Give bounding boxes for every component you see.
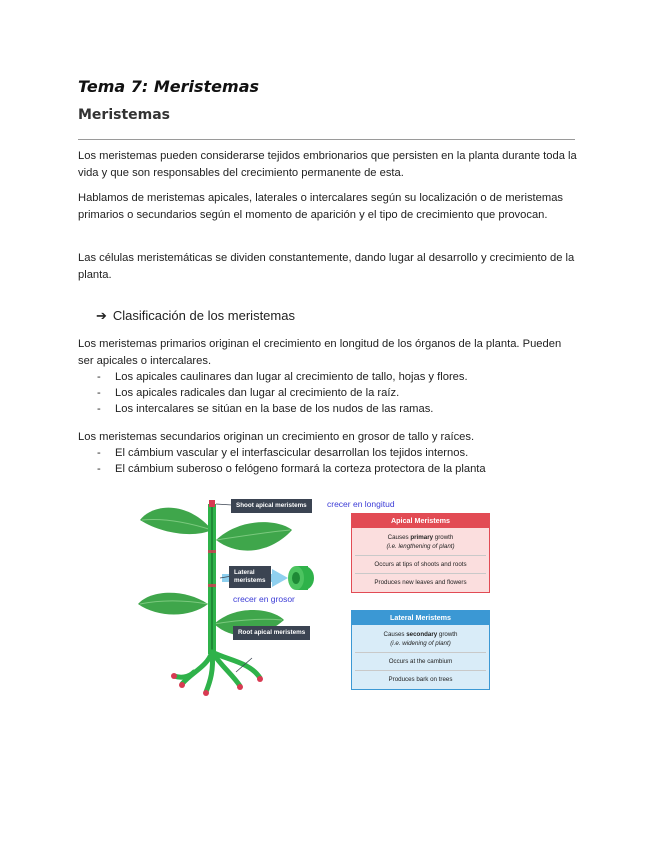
arrow-right-icon: ➔	[96, 308, 107, 323]
lateral-label-line1: Lateral	[234, 569, 255, 576]
lateral-meristems-box	[351, 610, 490, 690]
lateral-box-header: Lateral Meristems	[352, 611, 489, 625]
bullet-dash: -	[97, 447, 101, 459]
list-item	[78, 461, 578, 477]
shoot-apical-tip	[209, 500, 215, 507]
secondary-meristems-intro: Los meristemas secundarios originan un crecimiento en grosor de tallo y raíces.	[78, 431, 475, 443]
apical-row-produces: Produces new leaves and flowers	[355, 573, 486, 587]
meristems-figure	[132, 492, 497, 702]
list-item-text: Los apicales caulinares dan lugar al crecimiento de tallo, hojas y flores.	[115, 371, 468, 383]
shoot-apical-label: Shoot apical meristems	[231, 499, 312, 513]
list-item	[78, 369, 578, 385]
lateral-meristems-label	[229, 566, 271, 588]
root-apical-label: Root apical meristems	[233, 626, 310, 640]
annotation-length: crecer en longitud	[327, 499, 395, 509]
apical-row-location: Occurs at tips of shoots and roots	[355, 555, 486, 569]
leaf-lower-left	[138, 593, 208, 615]
bullet-dash: -	[97, 387, 101, 399]
list-item	[78, 445, 578, 461]
apical-box-header: Apical Meristems	[352, 514, 489, 528]
lateral-row-growth: Causes secondary growth	[383, 631, 458, 638]
list-item-text: Los apicales radicales dan lugar al crecimiento de la raíz.	[115, 387, 400, 399]
list-item-text: Los intercalares se sitúan en la base de los nudos de las ramas.	[115, 403, 434, 415]
lateral-row-produces: Produces bark on trees	[355, 670, 486, 684]
bullet-dash: -	[97, 403, 101, 415]
leaf-upper-right	[216, 522, 292, 550]
lateral-row-growth-detail: (i.e. widening of plant)	[390, 640, 451, 647]
bullet-dash: -	[97, 371, 101, 383]
paragraph-cells: Las células meristemáticas se dividen constantemente, dando lugar al desarrollo y crecimiento de la planta.	[78, 252, 575, 281]
page-title: Tema 7: Meristemas	[78, 77, 260, 96]
bullet-dash: -	[97, 463, 101, 475]
classification-heading-text: Clasificación de los meristemas	[112, 308, 295, 323]
list-item	[78, 385, 578, 401]
horizontal-divider	[78, 139, 575, 140]
apical-meristems-box	[351, 513, 490, 593]
secondary-meristems-list	[78, 445, 578, 477]
list-item-text: El cámbium suberoso o felógeno formará la corteza protectora de la planta	[115, 463, 486, 475]
paragraph-definition: Los meristemas pueden considerarse tejidos embrionarios que persisten en la planta durante toda la vida y que son responsables del crecimiento permanente de esta.	[78, 150, 577, 179]
annotation-width: crecer en grosor	[233, 594, 295, 604]
primary-meristems-intro: Los meristemas primarios originan el crecimiento en longitud de los órganos de la planta. Pueden ser apicales o intercalares.	[78, 338, 562, 367]
primary-meristems-list	[78, 369, 578, 417]
list-item	[78, 401, 578, 417]
paragraph-types: Hablamos de meristemas apicales, laterales o intercalares según su localización o de meristemas primarios o secundarios según el momento de aparición y el tipo de crecimiento que provocan.	[78, 192, 564, 221]
section-subtitle: Meristemas	[78, 107, 171, 123]
lateral-label-line2: meristems	[234, 577, 266, 584]
lateral-row-location: Occurs at the cambium	[355, 652, 486, 666]
apical-row-growth: Causes primary growth	[387, 534, 454, 541]
classification-heading	[96, 308, 295, 324]
plant-roots	[174, 652, 260, 692]
list-item-text: El cámbium vascular y el interfascicular desarrollan los tejidos internos.	[115, 447, 469, 459]
apical-row-growth-detail: (i.e. lengthening of plant)	[386, 543, 455, 550]
